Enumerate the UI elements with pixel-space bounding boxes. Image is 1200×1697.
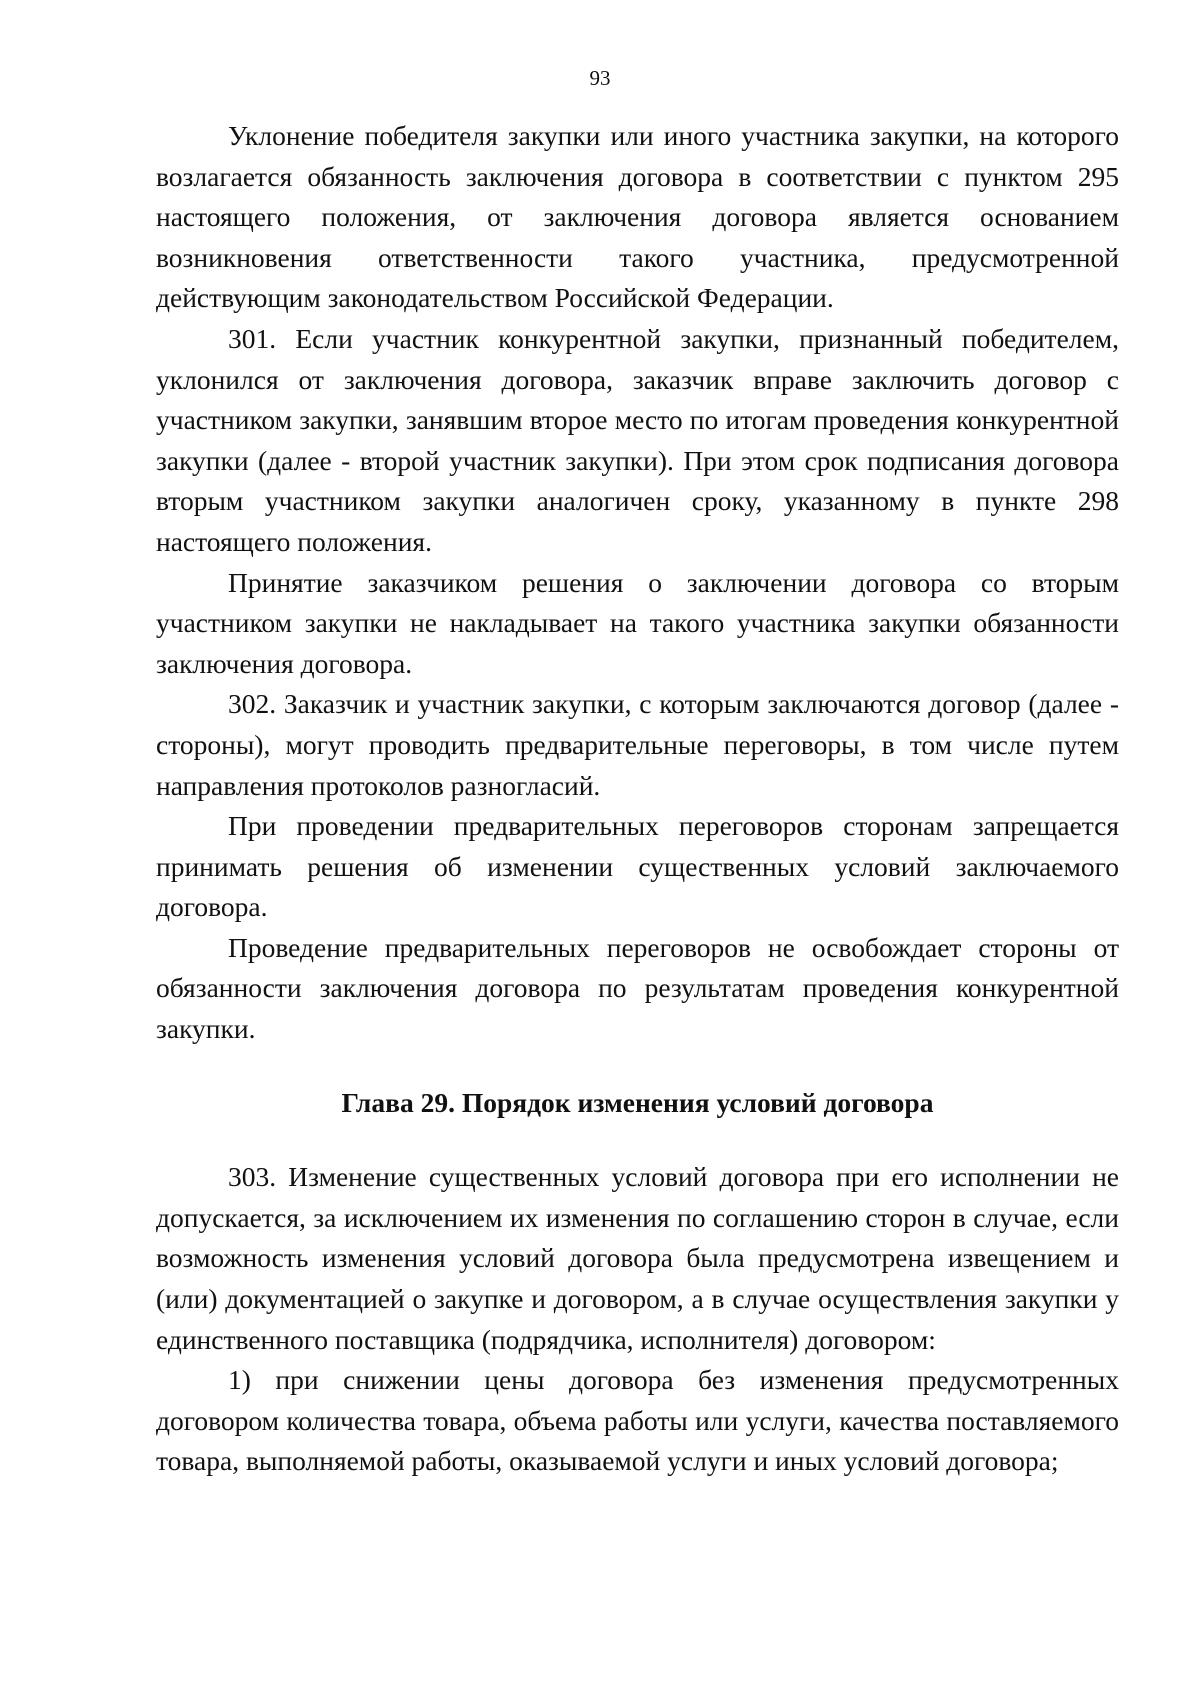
paragraph-301: 301. Если участник конкурентной закупки, признанный победителем, уклонился от заключения договора, заказчик вправе заключить договор с участником закупки, занявшим второе место по итогам проведения конкурентной закупки (далее - второй участник закупки). При этом срок подписания договора вторым участником закупки аналогичен сроку, указанному в пункте 298 настоящего положения. bbox=[156, 322, 1119, 557]
list-item-1: 1) при снижении цены договора без изменения предусмотренных договором количества товара, объема работы или услуги, качества поставляемого товара, выполняемой работы, оказываемой услуги и иных условий договора; bbox=[156, 1364, 1119, 1477]
document-body bbox=[156, 116, 1119, 1482]
paragraph-negotiations-prohibition: При проведении предварительных переговоров сторонам запрещается принимать решения об изменении существенных условий заключаемого договора. bbox=[156, 810, 1119, 923]
paragraph-303: 303. Изменение существенных условий договора при его исполнении не допускается, за исключением их изменения по соглашению сторон в случае, если возможность изменения условий договора была предусмотрена извещением и (или) документацией о закупке и договором, а в случае осуществления закупки у единственного поставщика (подрядчика, исполнителя) договором: bbox=[156, 1161, 1119, 1355]
paragraph-second-participant: Принятие заказчиком решения о заключении договора со вторым участником закупки не накладывает на такого участника закупки обязанности заключения договора. bbox=[156, 566, 1119, 679]
paragraph-negotiations-obligation: Проведение предварительных переговоров не освобождает стороны от обязанности заключения договора по результатам проведения конкурентной закупки. bbox=[156, 931, 1119, 1045]
paragraph-evasion-liability: Уклонение победителя закупки или иного участника закупки, на которого возлагается обязанность заключения договора в соответствии с пунктом 295 настоящего положения, от заключения договора является основанием возникновения ответственности такого участника, предусмотренной действующим законодательством Российской Федерации. bbox=[156, 120, 1119, 314]
paragraph-302: 302. Заказчик и участник закупки, с которым заключаются договор (далее - стороны), могут проводить предварительные переговоры, в том числе путем направления протоколов разногласий. bbox=[156, 688, 1119, 801]
page-number: 93 bbox=[589, 66, 611, 90]
chapter-heading: Глава 29. Порядок изменения условий договора bbox=[341, 1086, 934, 1118]
